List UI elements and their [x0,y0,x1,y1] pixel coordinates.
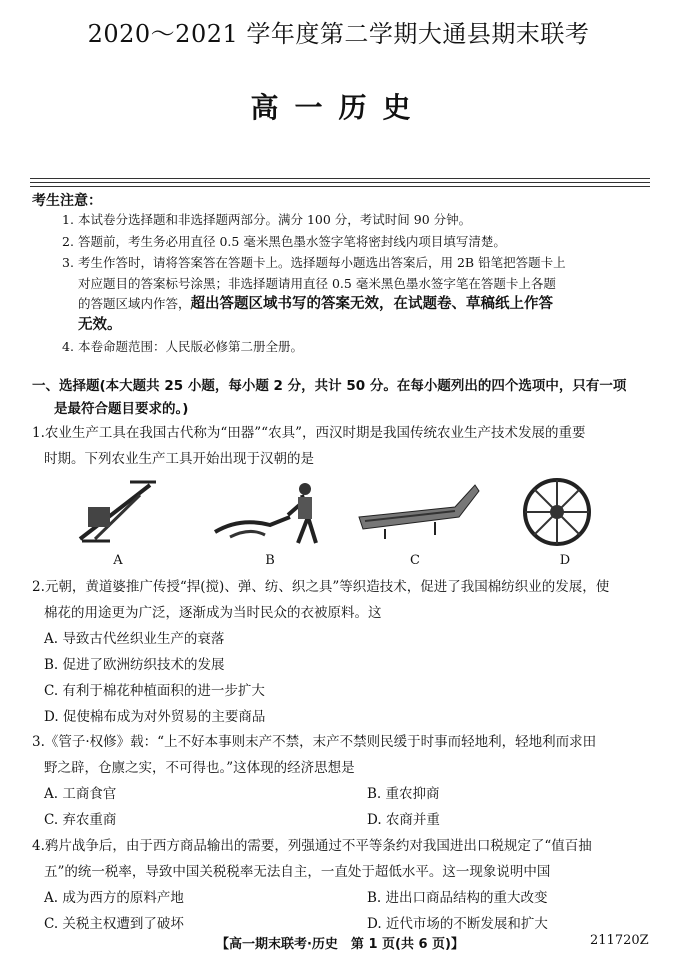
notice-item-3-cont: 无效。 [78,317,122,333]
figure-label-b: B [265,553,275,568]
option: D. 促使棉布成为对外贸易的主要商品 [44,709,266,725]
notice-emphasis: 超出答题区域书写的答案无效，在试题卷、草稿纸上作答 [190,296,554,312]
question-2: 2.元朝，黄道婆推广传授“捍(搅)、弹、纺、织之具”等织造技术，促进了我国棉纺织业的发展，使 棉花的用途更为广泛，逐渐成为当时民众的衣被原料。这 A. 导致古代丝织业生产的衰落 B. 促进了欧洲纺织技术的发展 C. 有利于棉花种植面积的进一步扩大 D. 促使棉布成为对外贸易的主要商品 [32,574,652,730]
divider [30,178,650,179]
option: D. 农商并重 [367,812,440,828]
divider [30,182,650,183]
page-footer: 【高一期末联考·历史 第 1 页(共 6 页)】 [215,937,465,952]
notice-item-3: 3. 考生作答时，请将答案答在答题卡上。选择题每小题选出答案后，用 2B 铅笔把答题卡上 [62,255,566,270]
waterwheel-image [515,477,600,547]
notice-item-3-cont: 的答题区域内作答，超出答题区域书写的答案无效，在试题卷、草稿纸上作答 [78,296,554,312]
subject-title: 高一历史 [250,91,427,124]
option: B. 促进了欧洲纺织技术的发展 [44,657,225,673]
question-3: 3.《管子·权修》载：“上不好本事则末产不禁，末产不禁则民缓于时事而轻地利，轻地利而求田 野之辟，仓廪之实，不可得也。”这体现的经济思想是 A. 工商食官 B. 重农抑商 C. 弃农重商 D. 农商并重 [32,729,652,833]
option: C. 弃农重商 [44,812,117,828]
notice-item-4: 4. 本卷命题范围：人民版必修第二册全册。 [62,339,304,354]
chain-pump-image [355,477,480,547]
section-heading: 一、选择题(本大题共 25 小题，每小题 2 分，共计 50 分。在每小题列出的四个选项中，只有一项 是最符合题目要求的。) [32,378,627,417]
option: C. 关税主权遭到了破坏 [44,916,184,932]
option: A. 工商食官 [44,786,117,802]
option: A. 成为西方的原料产地 [44,890,184,906]
option: A. 导致古代丝织业生产的衰落 [44,631,225,647]
option: B. 进出口商品结构的重大改变 [367,890,548,906]
divider [30,186,650,187]
notice-item-2: 2. 答题前，考生务必用直径 0.5 毫米黑色墨水签字笔将密封线内项目填写清楚。 [62,234,506,249]
notice-item-1: 1. 本试卷分选择题和非选择题两部分。满分 100 分，考试时间 90 分钟。 [62,212,472,227]
notice-heading: 考生注意： [32,193,102,209]
option: B. 重农抑商 [367,786,440,802]
question-1: 1.农业生产工具在我国古代称为“田器”“农具”，西汉时期是我国传统农业生产技术发展的重要 时期。下列农业生产工具开始出现于汉朝的是 [32,425,586,467]
question-4: 4.鸦片战争后，由于西方商品输出的需要，列强通过不平等条约对我国进出口税规定了“值百抽 五”的统一税率，导致中国关税税率无法自主，一直处于超低水平。这一现象说明中国 A. 成为西方的原料产地 B. 进出口商品结构的重大改变 C. 关税主权遭到了破坏 D. 近代市场的不断发展和扩大 [32,833,652,937]
figure-label-c: C [410,553,420,568]
notice-item-3-cont: 对应题目的答案标号涂黑；非选择题请用直径 0.5 毫米黑色墨水签字笔在答题卡上各题 [78,276,556,291]
exam-title: 2020～2021 学年度第二学期大通县期末联考 [87,20,590,48]
figure-label-d: D [559,553,571,568]
figure-label-a: A [113,553,123,568]
option: D. 近代市场的不断发展和扩大 [367,916,548,932]
plow-tool-image [70,477,160,547]
document-code: 211720Z [590,933,649,948]
farmer-plow-image [210,477,330,547]
option: C. 有利于棉花种植面积的进一步扩大 [44,683,265,699]
